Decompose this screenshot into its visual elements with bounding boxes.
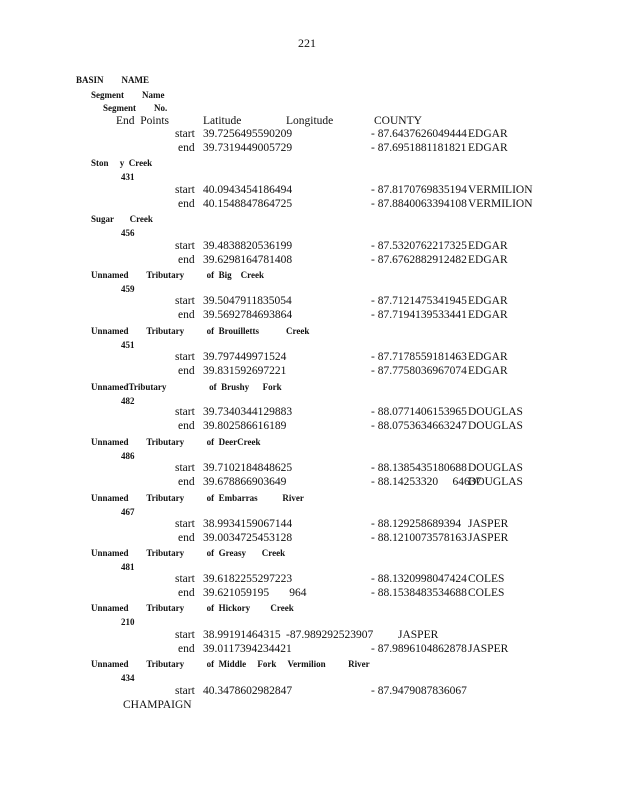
row-end-lon: - 87.6951881181821 (371, 142, 467, 154)
end-latitude: 39.5692784693864 (203, 309, 293, 321)
start-latitude: 38.9934159067144 (203, 518, 293, 530)
end-longitude: - 88.1538483534688 (371, 587, 467, 599)
start-longitude: - 88.0771406153965 (371, 406, 467, 418)
start-county: JASPER (468, 518, 509, 530)
start-latitude: 39.797449971524 (203, 351, 287, 363)
segment-number: 431 (121, 172, 135, 182)
start-label: start (175, 518, 195, 530)
end-longitude: - 87.7758036967074 (371, 365, 467, 377)
end-longitude: - 87.8840063394108 (371, 198, 467, 210)
header-end-points: End Points (116, 115, 170, 127)
start-county: CHAMPAIGN (123, 699, 192, 711)
start-label: start (175, 351, 195, 363)
segment-number: 467 (121, 507, 135, 517)
end-longitude: - 88.14253320 64637 (371, 476, 482, 488)
end-latitude: 40.1548847864725 (203, 198, 293, 210)
start-latitude: 39.7102184848625 (203, 462, 293, 474)
page-number: 221 (298, 36, 316, 50)
start-county: EDGAR (468, 295, 508, 307)
end-label: end (178, 476, 195, 488)
row-end-county: EDGAR (468, 142, 508, 154)
start-county: COLES (468, 573, 505, 585)
start-latitude: 39.6182255297223 (203, 573, 293, 585)
end-county: JASPER (468, 643, 509, 655)
header-segment-name: Segment Name (91, 90, 165, 100)
start-longitude: -87.989292523907 (286, 629, 374, 641)
header-latitude: Latitude (203, 115, 242, 127)
header-segment-no: Segment No. (103, 103, 168, 113)
end-longitude: - 88.0753634663247 (371, 420, 467, 432)
end-label: end (178, 365, 195, 377)
end-label: end (178, 254, 195, 266)
header-longitude: Longitude (286, 115, 334, 127)
segment-name: Ston y Creek (91, 158, 153, 168)
start-longitude: - 87.5320762217325 (371, 240, 467, 252)
start-latitude: 39.5047911835054 (203, 295, 292, 307)
start-label: start (175, 573, 195, 585)
row-start-county: EDGAR (468, 128, 508, 140)
segment-number: 486 (121, 451, 135, 461)
end-latitude: 39.621059195 964 (203, 587, 307, 599)
row-end-lat: 39.7319449005729 (203, 142, 293, 154)
end-longitude: - 87.7194139533441 (371, 309, 467, 321)
segment-name: Unnamed Tributary of Middle Fork Vermilion River (91, 659, 370, 669)
end-longitude: - 87.6762882912482 (371, 254, 467, 266)
start-label: start (175, 685, 195, 697)
end-longitude: - 88.1210073578163 (371, 532, 467, 544)
end-county: VERMILION (468, 198, 533, 210)
start-latitude: 39.7340344129883 (203, 406, 293, 418)
start-county: DOUGLAS (468, 462, 523, 474)
start-county: EDGAR (468, 351, 508, 363)
segment-name: UnnamedTributary of Brushy Fork (91, 382, 282, 392)
segment-name: Unnamed Tributary of Embarras River (91, 493, 304, 503)
end-county: EDGAR (468, 254, 508, 266)
row-start-lon: - 87.6437626049444 (371, 128, 467, 140)
end-latitude: 39.831592697221 (203, 365, 287, 377)
segment-number: 482 (121, 396, 135, 406)
start-label: start (175, 184, 195, 196)
start-label: start (175, 406, 195, 418)
segment-name: Sugar Creek (91, 214, 153, 224)
row-end-label: end (178, 142, 195, 154)
segment-name: Unnamed Tributary of Brouilletts Creek (91, 326, 310, 336)
end-latitude: 39.802586616189 (203, 420, 287, 432)
start-county: JASPER (398, 629, 439, 641)
start-longitude: - 87.8170769835194 (371, 184, 467, 196)
end-county: EDGAR (468, 309, 508, 321)
segment-name: Unnamed Tributary of Greasy Creek (91, 548, 286, 558)
start-longitude: - 87.7121475341945 (371, 295, 467, 307)
header-county: COUNTY (374, 115, 422, 127)
start-label: start (175, 462, 195, 474)
segment-number: 434 (121, 673, 135, 683)
start-county: VERMILION (468, 184, 533, 196)
start-county: EDGAR (468, 240, 508, 252)
start-longitude: - 88.129258689394 (371, 518, 462, 530)
end-latitude: 39.678866903649 (203, 476, 287, 488)
end-label: end (178, 309, 195, 321)
start-latitude: 40.0943454186494 (203, 184, 293, 196)
start-longitude: - 87.9479087836067 (371, 685, 467, 697)
row-start-label: start (175, 128, 195, 140)
end-label: end (178, 420, 195, 432)
segment-number: 451 (121, 340, 135, 350)
start-label: start (175, 240, 195, 252)
end-county: COLES (468, 587, 505, 599)
end-label: end (178, 198, 195, 210)
end-county: DOUGLAS (468, 420, 523, 432)
row-start-lat: 39.7256495590209 (203, 128, 293, 140)
end-label: end (178, 587, 195, 599)
end-label: end (178, 643, 195, 655)
end-label: end (178, 532, 195, 544)
start-county: DOUGLAS (468, 406, 523, 418)
start-longitude: - 88.1320998047424 (371, 573, 467, 585)
end-latitude: 39.0117394234421 (203, 643, 292, 655)
segment-number: 459 (121, 284, 135, 294)
end-county: DOUGLAS (468, 476, 523, 488)
header-basin-name: BASIN NAME (76, 75, 150, 85)
start-latitude: 40.3478602982847 (203, 685, 293, 697)
start-label: start (175, 629, 195, 641)
start-label: start (175, 295, 195, 307)
start-latitude: 39.4838820536199 (203, 240, 293, 252)
end-county: EDGAR (468, 365, 508, 377)
segment-number: 481 (121, 562, 135, 572)
segment-name: Unnamed Tributary of DeerCreek (91, 437, 261, 447)
start-longitude: - 87.7178559181463 (371, 351, 467, 363)
segment-number: 456 (121, 228, 135, 238)
end-latitude: 39.0034725453128 (203, 532, 293, 544)
end-county: JASPER (468, 532, 509, 544)
end-longitude: - 87.9896104862878 (371, 643, 467, 655)
end-latitude: 39.6298164781408 (203, 254, 293, 266)
start-latitude: 38.99191464315 (203, 629, 281, 641)
segment-number: 210 (121, 617, 135, 627)
segment-name: Unnamed Tributary of Hickory Creek (91, 603, 294, 613)
segment-name: Unnamed Tributary of Big Creek (91, 270, 265, 280)
start-longitude: - 88.1385435180688 (371, 462, 467, 474)
